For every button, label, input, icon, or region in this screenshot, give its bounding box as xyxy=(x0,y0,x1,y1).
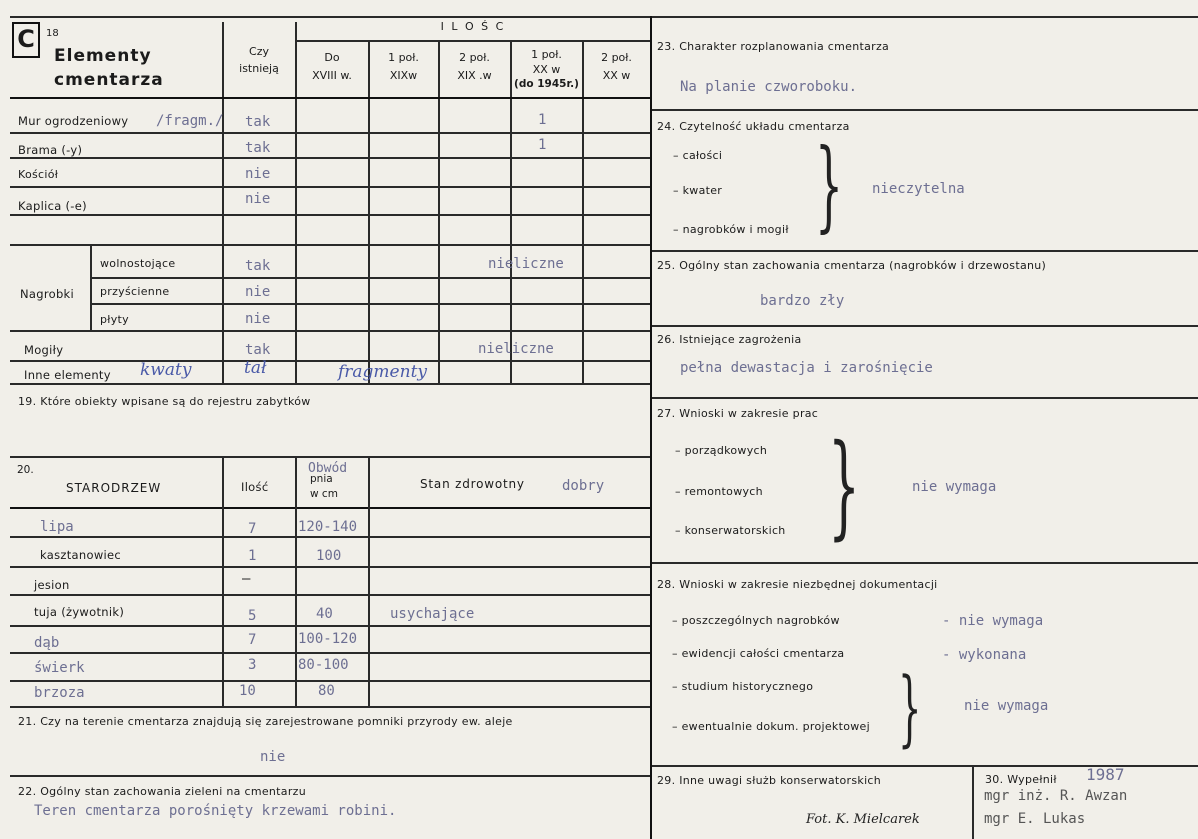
q20-num: 20. xyxy=(17,464,34,476)
tree-girth: 40 xyxy=(316,606,333,622)
q28-item-studium: – studium historycznego xyxy=(672,680,814,693)
q21-value: nie xyxy=(260,749,286,765)
row-mogily-exists: tak xyxy=(245,342,271,358)
q26-label: 26. Istniejące zagrożenia xyxy=(657,333,802,346)
row-kaplica-label: Kaplica (-e) xyxy=(18,199,87,213)
period-xviii-l2: XVIII w. xyxy=(312,69,352,82)
row-plyty-label: płyty xyxy=(100,313,129,326)
tree-girth: 80 xyxy=(318,683,335,699)
photo-credit: Fot. K. Mielcarek xyxy=(806,812,920,827)
row-kaplica-exists: nie xyxy=(245,191,271,207)
tree-name: dąb xyxy=(34,635,60,651)
q23-value: Na planie czworoboku. xyxy=(680,79,858,95)
tree-name: lipa xyxy=(40,519,74,535)
q28-item-ewidencji-value: - wykonana xyxy=(942,647,1027,663)
row-inne-label: Inne elementy xyxy=(24,368,111,382)
period-xx1-l2: XX w xyxy=(532,63,561,76)
row-mur-xx1: 1 xyxy=(538,112,547,128)
tree-count: 5 xyxy=(248,608,257,624)
row-wolnostojace-label: wolnostojące xyxy=(100,257,176,270)
ilosc-header: I L O Ś C xyxy=(440,20,506,33)
period-xix1 xyxy=(369,50,438,83)
q28-item-nagrobkow-value: - nie wymaga xyxy=(942,613,1044,629)
row-kosciol-label: Kościół xyxy=(18,168,59,181)
q23-label: 23. Charakter rozplanowania cmentarza xyxy=(657,40,890,53)
q24-value: nieczytelna xyxy=(872,181,965,197)
tree-count: 7 xyxy=(248,521,257,537)
row-wolnostojace-count: nieliczne xyxy=(488,256,564,272)
q20-stan-value: dobry xyxy=(562,478,605,494)
q28-group-value: nie wymaga xyxy=(964,698,1049,714)
period-xx2-l1: 2 poł. xyxy=(601,51,632,64)
q27-label: 27. Wnioski w zakresie prac xyxy=(657,407,819,420)
card-title-1: Elementy xyxy=(54,46,152,66)
tree-name: brzoza xyxy=(34,685,85,701)
q24-brace: } xyxy=(815,129,844,243)
row-brama-xx1: 1 xyxy=(538,137,547,153)
card-number: 18 xyxy=(46,28,59,39)
period-xx1-l3: (do 1945r.) xyxy=(514,78,579,90)
q20-col-obwod2: pnia xyxy=(310,473,333,485)
tree-name: świerk xyxy=(34,660,85,676)
q30-year: 1987 xyxy=(1086,765,1125,784)
tree-count: 10 xyxy=(239,683,256,699)
q28-item-ewidencji: – ewidencji całości cmentarza xyxy=(672,647,845,660)
tree-name: tuja (żywotnik) xyxy=(34,605,125,619)
period-xix2-l1: 2 poł. xyxy=(459,51,490,64)
q28-item-nagrobkow: – poszczególnych nagrobków xyxy=(672,614,840,627)
q30-label: 30. Wypełnił xyxy=(985,773,1057,786)
q28-label: 28. Wnioski w zakresie niezbędnej dokumentacji xyxy=(657,578,938,591)
q21-label: 21. Czy na terenie cmentarza znajdują się zarejestrowane pomniki przyrody ew. aleje xyxy=(18,715,513,728)
q24-label: 24. Czytelność układu cmentarza xyxy=(657,120,850,133)
row-mur-exists: tak xyxy=(245,114,271,130)
row-brama-exists: tak xyxy=(245,140,271,156)
q28-brace: } xyxy=(898,661,922,756)
q24-item-kwater: – kwater xyxy=(673,184,723,197)
row-nagrobki-label: Nagrobki xyxy=(20,287,75,301)
exists-header-l1: Czy xyxy=(249,45,269,58)
q20-col-obwod1: Obwód xyxy=(308,461,348,476)
q25-label: 25. Ogólny stan zachowania cmentarza (nagrobków i drzewostanu) xyxy=(657,259,1047,272)
q24-item-nagrobkow: – nagrobków i mogił xyxy=(673,223,789,236)
row-przyscienne-label: przyścienne xyxy=(100,285,170,298)
tree-girth: 120-140 xyxy=(298,519,358,535)
card-letter: C xyxy=(12,22,40,58)
tree-girth: 100-120 xyxy=(298,631,358,647)
q27-item-remontowych: – remontowych xyxy=(675,485,763,498)
period-xviii xyxy=(296,50,368,83)
tree-name: kasztanowiec xyxy=(40,548,122,562)
tree-name: jesion xyxy=(34,578,70,592)
q24-item-calosci: – całości xyxy=(673,149,723,162)
period-xx1 xyxy=(511,47,582,92)
period-xix1-l1: 1 poł. xyxy=(388,51,419,64)
period-xviii-l1: Do xyxy=(324,51,340,64)
q20-title: STARODRZEW xyxy=(66,481,162,495)
tree-count: 7 xyxy=(248,632,257,648)
row-inne-h1: kwaty xyxy=(140,360,192,380)
period-xx1-l1: 1 poł. xyxy=(531,48,562,61)
q19-label: 19. Które obiekty wpisane są do rejestru zabytków xyxy=(18,395,311,408)
tree-state: usychające xyxy=(390,606,475,622)
exists-header xyxy=(223,44,295,76)
tree-count: 3 xyxy=(248,657,257,673)
period-xix2 xyxy=(439,50,510,83)
card-title-2: cmentarza xyxy=(54,70,164,90)
q20-col-ilosc: Ilość xyxy=(241,480,269,494)
row-mogily-label: Mogiły xyxy=(24,343,64,357)
row-mur-label: Mur ogrodzeniowy xyxy=(18,114,129,128)
q22-label: 22. Ogólny stan zachowania zieleni na cmentarzu xyxy=(18,785,306,798)
q20-col-obwod3: w cm xyxy=(310,488,338,500)
row-wolnostojace-exists: tak xyxy=(245,258,271,274)
q29-label: 29. Inne uwagi służb konserwatorskich xyxy=(657,774,882,787)
tree-girth: 80-100 xyxy=(298,657,349,673)
row-inne-h3: fragmenty xyxy=(338,362,428,382)
period-xix2-l2: XIX .w xyxy=(457,69,492,82)
q20-col-stan: Stan zdrowotny xyxy=(420,477,525,491)
row-brama-label: Brama (-y) xyxy=(18,143,83,157)
row-mogily-count: nieliczne xyxy=(478,341,554,357)
row-kosciol-exists: nie xyxy=(245,166,271,182)
period-xx2 xyxy=(583,50,650,83)
q27-item-porzadkowych: – porządkowych xyxy=(675,444,768,457)
tree-count: — xyxy=(242,571,251,587)
row-przyscienne-exists: nie xyxy=(245,284,271,300)
q27-brace: } xyxy=(828,421,861,551)
q30-person1: mgr inż. R. Awzan xyxy=(984,788,1128,804)
tree-girth: 100 xyxy=(316,548,342,564)
tree-count: 1 xyxy=(248,548,257,564)
row-plyty-exists: nie xyxy=(245,311,271,327)
q27-item-konserwatorskich: – konserwatorskich xyxy=(675,524,786,537)
exists-header-l2: istnieją xyxy=(239,62,279,75)
row-mur-note: /fragm./ xyxy=(156,113,224,129)
period-xx2-l2: XX w xyxy=(602,69,631,82)
q30-person2: mgr E. Lukas xyxy=(984,811,1086,827)
q26-value: pełna dewastacja i zarośnięcie xyxy=(680,360,933,376)
q27-value: nie wymaga xyxy=(912,479,997,495)
q28-item-projektowej: – ewentualnie dokum. projektowej xyxy=(672,720,870,733)
period-xix1-l2: XIXw xyxy=(389,69,418,82)
q25-value: bardzo zły xyxy=(760,293,845,309)
row-inne-h2: tał xyxy=(244,358,267,378)
q22-value: Teren cmentarza porośnięty krzewami robini. xyxy=(34,803,397,819)
